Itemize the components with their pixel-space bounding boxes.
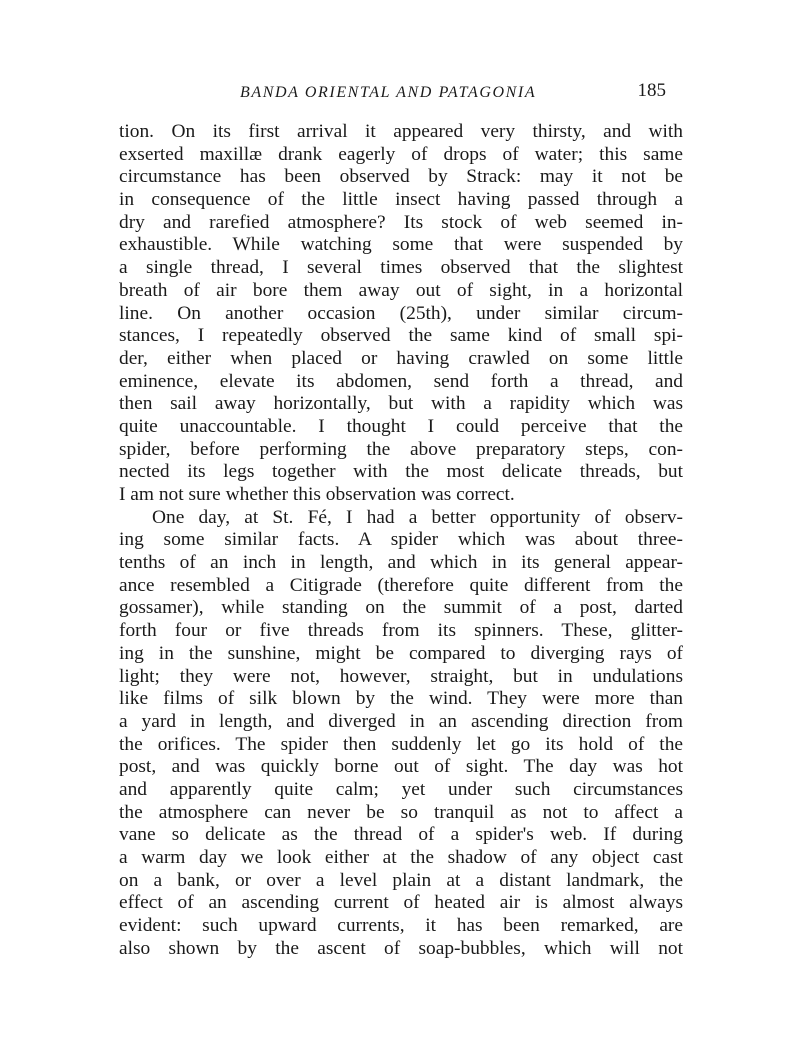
text-line: One day, at St. Fé, I had a better opportunity of observ- [152, 506, 683, 528]
text-line: quite unaccountable. I thought I could perceive that the [119, 415, 683, 437]
text-line: a single thread, I several times observed that the slightest [119, 257, 683, 279]
text-line: spider, before performing the above preparatory steps, con- [119, 438, 683, 460]
text-line: ing in the sunshine, might be compared to diverging rays of [119, 642, 683, 664]
text-line: forth four or five threads from its spinners. These, glitter- [119, 620, 683, 642]
running-head [120, 80, 680, 110]
text-line: the orifices. The spider then suddenly let go its hold of the [119, 733, 683, 755]
text-line: like films of silk blown by the wind. They were more than [119, 688, 683, 710]
text-line: post, and was quickly borne out of sight. The day was hot [119, 756, 683, 778]
body-text [119, 121, 683, 960]
text-line: effect of an ascending current of heated air is almost always [119, 892, 683, 914]
page-number: 185 [637, 80, 666, 101]
text-line: and apparently quite calm; yet under such circumstances [119, 778, 683, 800]
text-line: tion. On its first arrival it appeared very thirsty, and with [119, 121, 683, 142]
text-line: line. On another occasion (25th), under similar circum- [119, 302, 683, 324]
text-line: nected its legs together with the most delicate threads, but [119, 461, 683, 483]
paragraph [119, 507, 683, 961]
text-line: der, either when placed or having crawled on some little [119, 347, 683, 369]
text-line: ance resembled a Citigrade (therefore quite different from the [119, 574, 683, 596]
text-line: exhaustible. While watching some that were suspended by [119, 234, 683, 256]
text-line: vane so delicate as the thread of a spider's web. If during [119, 824, 683, 846]
text-line: breath of air bore them away out of sight, in a horizontal [119, 279, 683, 301]
text-line: light; they were not, however, straight, but in undulations [119, 665, 683, 687]
text-line: tenths of an inch in length, and which in its general appear- [119, 552, 683, 574]
text-line: circumstance has been observed by Strack: may it not be [119, 166, 683, 188]
text-line: gossamer), while standing on the summit of a post, darted [119, 597, 683, 619]
text-line: in consequence of the little insect having passed through a [119, 189, 683, 211]
text-line: dry and rarefied atmosphere? Its stock of web seemed in- [119, 211, 683, 233]
text-line: a warm day we look either at the shadow of any object cast [119, 847, 683, 868]
text-line: a yard in length, and diverged in an ascending direction from [119, 710, 683, 732]
running-title: BANDA ORIENTAL AND PATAGONIA [240, 84, 537, 101]
text-line: eminence, elevate its abdomen, send forth a thread, and [119, 370, 683, 392]
text-line: evident: such upward currents, it has been remarked, are [119, 915, 683, 937]
text-line: I am not sure whether this observation was correct. [119, 484, 515, 505]
text-line: also shown by the ascent of soap-bubbles, which will not [119, 937, 683, 959]
text-line: the atmosphere can never be so tranquil as not to affect a [119, 801, 683, 823]
text-line: stances, I repeatedly observed the same kind of small spi- [119, 325, 683, 347]
text-line: on a bank, or over a level plain at a distant landmark, the [119, 869, 683, 891]
text-line: ing some similar facts. A spider which was about three- [119, 529, 683, 551]
paragraph [119, 121, 683, 507]
text-line: then sail away horizontally, but with a rapidity which was [119, 393, 683, 415]
text-line: exserted maxillæ drank eagerly of drops of water; this same [119, 143, 683, 165]
